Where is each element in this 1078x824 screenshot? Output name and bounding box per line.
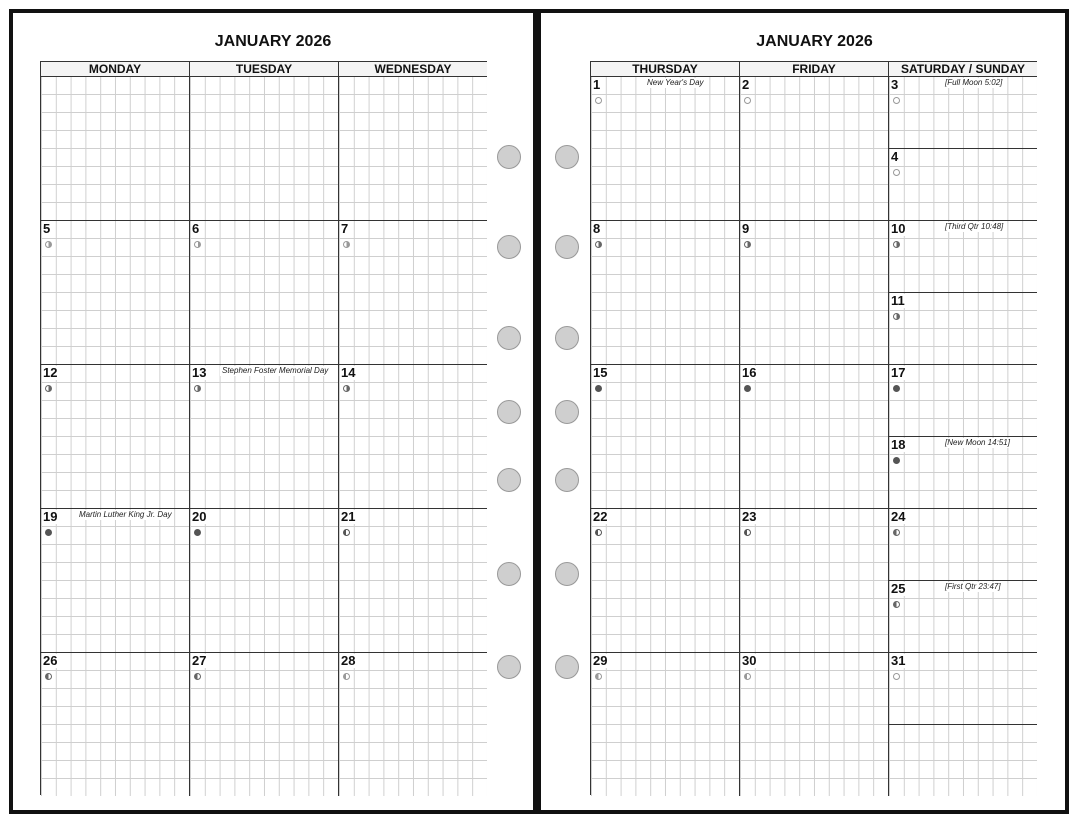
left-calendar-grid bbox=[40, 61, 487, 795]
day-number: 31 bbox=[891, 653, 906, 668]
left-page bbox=[9, 9, 537, 814]
day-number: 7 bbox=[341, 221, 349, 236]
sunday-cell[interactable] bbox=[889, 149, 1037, 221]
saturday-cell[interactable] bbox=[889, 77, 1037, 149]
moon-phase-icon bbox=[744, 529, 751, 536]
holiday-note: [New Moon 14:51] bbox=[945, 438, 1010, 447]
binder-hole bbox=[497, 145, 521, 169]
moon-phase-icon bbox=[194, 529, 201, 536]
day-cell[interactable] bbox=[339, 221, 487, 365]
binder-hole bbox=[497, 400, 521, 424]
holiday-note: [First Qtr 23:47] bbox=[945, 582, 1001, 591]
binder-hole bbox=[555, 655, 579, 679]
saturday-cell[interactable] bbox=[889, 221, 1037, 293]
day-cell[interactable] bbox=[339, 77, 487, 221]
day-number: 9 bbox=[742, 221, 750, 236]
day-number: 4 bbox=[891, 149, 899, 164]
day-header-saturday-sunday: SATURDAY / SUNDAY bbox=[889, 62, 1037, 77]
day-cell[interactable] bbox=[190, 365, 339, 509]
right-page bbox=[537, 9, 1069, 814]
holiday-note: Stephen Foster Memorial Day bbox=[222, 366, 329, 375]
binder-hole bbox=[555, 400, 579, 424]
day-header-monday: MONDAY bbox=[41, 62, 190, 77]
left-month-title: JANUARY 2026 bbox=[214, 33, 332, 50]
day-cell[interactable] bbox=[41, 509, 190, 653]
day-cell[interactable] bbox=[740, 221, 889, 365]
right-month-title: JANUARY 2026 bbox=[756, 33, 873, 50]
binder-hole bbox=[555, 145, 579, 169]
binder-hole bbox=[497, 235, 521, 259]
day-number: 21 bbox=[341, 509, 356, 524]
day-number: 12 bbox=[43, 365, 58, 380]
day-number: 15 bbox=[593, 365, 608, 380]
day-cell[interactable] bbox=[339, 365, 487, 509]
binder-hole bbox=[555, 235, 579, 259]
binder-hole bbox=[555, 562, 579, 586]
moon-phase-icon bbox=[343, 241, 350, 248]
moon-phase-icon bbox=[893, 313, 900, 320]
moon-phase-icon bbox=[893, 673, 900, 680]
day-cell[interactable] bbox=[190, 653, 339, 796]
day-cell[interactable] bbox=[190, 509, 339, 653]
day-cell[interactable] bbox=[591, 653, 740, 796]
day-header-tuesday: TUESDAY bbox=[190, 62, 339, 77]
moon-phase-icon bbox=[343, 673, 350, 680]
day-number: 2 bbox=[742, 77, 750, 92]
holiday-note: [Full Moon 5:02] bbox=[945, 78, 1003, 87]
day-cell[interactable] bbox=[41, 653, 190, 796]
day-number: 17 bbox=[891, 365, 906, 380]
sunday-cell[interactable] bbox=[889, 437, 1037, 509]
day-number: 10 bbox=[891, 221, 906, 236]
binder-hole bbox=[555, 468, 579, 492]
moon-phase-icon bbox=[45, 529, 52, 536]
moon-phase-icon bbox=[893, 169, 900, 176]
moon-phase-icon bbox=[194, 673, 201, 680]
day-number: 20 bbox=[192, 509, 207, 524]
binder-hole bbox=[497, 468, 521, 492]
day-cell[interactable] bbox=[740, 365, 889, 509]
day-number: 3 bbox=[891, 77, 899, 92]
binder-hole bbox=[497, 655, 521, 679]
moon-phase-icon bbox=[194, 241, 201, 248]
moon-phase-icon bbox=[595, 97, 602, 104]
holiday-note: New Year's Day bbox=[647, 78, 704, 87]
day-number: 28 bbox=[341, 653, 356, 668]
day-number: 24 bbox=[891, 509, 906, 524]
moon-phase-icon bbox=[893, 457, 900, 464]
day-cell[interactable] bbox=[339, 509, 487, 653]
day-cell[interactable] bbox=[41, 365, 190, 509]
day-number: 13 bbox=[192, 365, 207, 380]
day-number: 5 bbox=[43, 221, 51, 236]
moon-phase-icon bbox=[45, 241, 52, 248]
day-number: 22 bbox=[593, 509, 608, 524]
moon-phase-icon bbox=[595, 385, 602, 392]
moon-phase-icon bbox=[893, 601, 900, 608]
day-cell[interactable] bbox=[591, 77, 740, 221]
moon-phase-icon bbox=[595, 241, 602, 248]
day-cell[interactable] bbox=[591, 221, 740, 365]
day-number: 30 bbox=[742, 653, 757, 668]
moon-phase-icon bbox=[744, 97, 751, 104]
moon-phase-icon bbox=[893, 241, 900, 248]
moon-phase-icon bbox=[744, 673, 751, 680]
day-number: 26 bbox=[43, 653, 58, 668]
day-cell[interactable] bbox=[190, 221, 339, 365]
moon-phase-icon bbox=[744, 385, 751, 392]
day-number: 11 bbox=[891, 293, 905, 308]
day-cell[interactable] bbox=[190, 77, 339, 221]
moon-phase-icon bbox=[595, 529, 602, 536]
day-header-wednesday: WEDNESDAY bbox=[339, 62, 487, 77]
moon-phase-icon bbox=[893, 385, 900, 392]
moon-phase-icon bbox=[45, 673, 52, 680]
moon-phase-icon bbox=[343, 385, 350, 392]
moon-phase-icon bbox=[595, 673, 602, 680]
day-number: 27 bbox=[192, 653, 207, 668]
day-cell[interactable] bbox=[591, 509, 740, 653]
holiday-note: Martin Luther King Jr. Day bbox=[79, 510, 172, 519]
day-cell[interactable] bbox=[339, 653, 487, 796]
right-calendar-grid bbox=[590, 61, 1037, 795]
sunday-cell[interactable] bbox=[889, 725, 1037, 796]
day-number: 23 bbox=[742, 509, 757, 524]
moon-phase-icon bbox=[343, 529, 350, 536]
day-cell[interactable] bbox=[740, 77, 889, 221]
binder-hole bbox=[497, 562, 521, 586]
day-number: 14 bbox=[341, 365, 356, 380]
moon-phase-icon bbox=[194, 385, 201, 392]
day-header-friday: FRIDAY bbox=[740, 62, 889, 77]
moon-phase-icon bbox=[45, 385, 52, 392]
day-number: 16 bbox=[742, 365, 757, 380]
day-number: 18 bbox=[891, 437, 906, 452]
moon-phase-icon bbox=[893, 529, 900, 536]
holiday-note: [Third Qtr 10:48] bbox=[945, 222, 1004, 231]
day-cell[interactable] bbox=[41, 77, 190, 221]
day-number: 8 bbox=[593, 221, 601, 236]
day-cell[interactable] bbox=[740, 509, 889, 653]
moon-phase-icon bbox=[744, 241, 751, 248]
day-cell[interactable] bbox=[591, 365, 740, 509]
saturday-cell[interactable] bbox=[889, 653, 1037, 725]
day-number: 25 bbox=[891, 581, 906, 596]
day-number: 29 bbox=[593, 653, 608, 668]
day-number: 1 bbox=[593, 77, 601, 92]
binder-hole bbox=[555, 326, 579, 350]
sunday-cell[interactable] bbox=[889, 581, 1037, 653]
saturday-cell[interactable] bbox=[889, 509, 1037, 581]
day-number: 6 bbox=[192, 221, 200, 236]
binder-hole bbox=[497, 326, 521, 350]
day-number: 19 bbox=[43, 509, 58, 524]
sunday-cell[interactable] bbox=[889, 293, 1037, 365]
day-cell[interactable] bbox=[41, 221, 190, 365]
day-cell[interactable] bbox=[740, 653, 889, 796]
day-header-thursday: THURSDAY bbox=[591, 62, 740, 77]
moon-phase-icon bbox=[893, 97, 900, 104]
saturday-cell[interactable] bbox=[889, 365, 1037, 437]
